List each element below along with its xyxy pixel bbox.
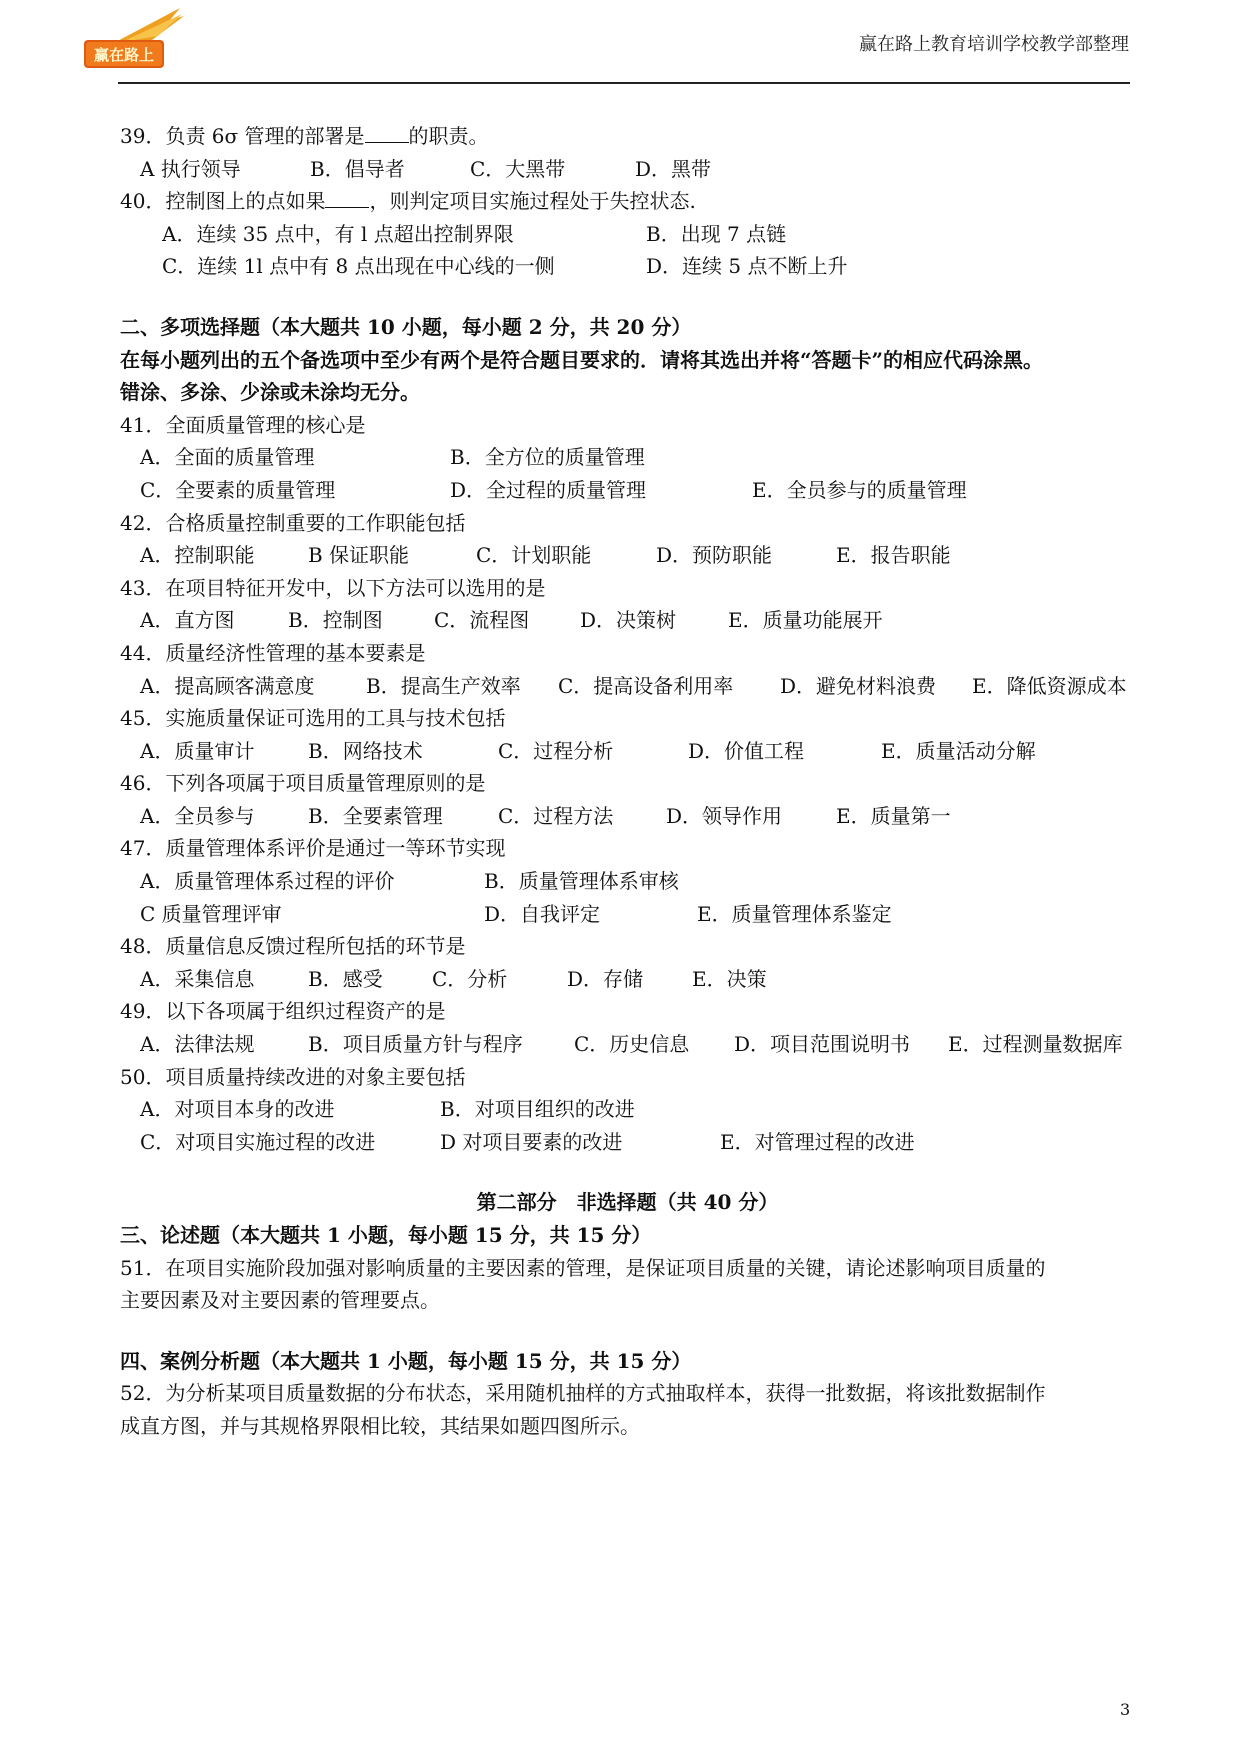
question-47-options-row1	[120, 865, 1135, 898]
option: C．连续 1l 点中有 8 点出现在中心线的一侧	[162, 254, 555, 279]
question-48-options	[120, 963, 1135, 996]
option: B．对项目组织的改进	[440, 1097, 635, 1122]
option: E．质量活动分解	[881, 738, 1036, 763]
question-44-options	[120, 670, 1135, 703]
option: C．对项目实施过程的改进	[140, 1129, 376, 1154]
option: C．提高设备利用率	[558, 673, 734, 698]
option: A．质量管理体系过程的评价	[140, 869, 395, 894]
question-39	[120, 120, 1135, 153]
option: D．价值工程	[688, 738, 805, 763]
question-42-options	[120, 539, 1135, 572]
question-43: 43．在项目特征开发中，以下方法可以选用的是	[120, 575, 546, 600]
question-39-stem-a: 39．负责 6σ 管理的部署是	[120, 124, 365, 148]
section-2-instructions-cont: 错涂、多涂、少涂或未涂均无分。	[120, 380, 420, 405]
option: B．倡导者	[310, 156, 405, 181]
option: A．法律法规	[140, 1032, 255, 1057]
option: C 质量管理评审	[140, 901, 282, 926]
option: E．质量管理体系鉴定	[697, 901, 892, 926]
option: D 对项目要素的改进	[440, 1129, 623, 1154]
question-44: 44．质量经济性管理的基本要素是	[120, 640, 426, 665]
option: A．对项目本身的改进	[140, 1097, 335, 1122]
question-43-options	[120, 604, 1135, 637]
option: A．直方图	[140, 608, 235, 633]
question-47: 47．质量管理体系评价是通过一等环节实现	[120, 836, 506, 861]
option: E．决策	[692, 966, 767, 991]
option: D．决策树	[580, 608, 677, 633]
section-2-instructions: 在每小题列出的五个备选项中至少有两个是符合题目要求的．请将其选出并将“答题卡”的相应代码涂黑。	[120, 347, 1044, 372]
option: C．分析	[432, 966, 508, 991]
option: E．质量第一	[836, 803, 951, 828]
option: C．计划职能	[476, 543, 592, 568]
option: A．全面的质量管理	[140, 445, 315, 470]
question-49: 49．以下各项属于组织过程资产的是	[120, 999, 446, 1024]
option: A．质量审计	[140, 738, 255, 763]
question-46: 46．下列各项属于项目质量管理原则的是	[120, 771, 486, 796]
option: A．提高顾客满意度	[140, 673, 315, 698]
question-52-line-1: 52．为分析某项目质量数据的分布状态，采用随机抽样的方式抽取样本，获得一批数据，将该批数据制作	[120, 1381, 1046, 1406]
option: D．领导作用	[666, 803, 783, 828]
option: C．过程分析	[498, 738, 614, 763]
option: C．历史信息	[574, 1032, 690, 1057]
option: D．预防职能	[656, 543, 773, 568]
option: C．大黑带	[470, 156, 566, 181]
option: B．提高生产效率	[366, 673, 521, 698]
part-2-title: 第二部分 非选择题（共 40 分）	[476, 1190, 779, 1215]
option: E．质量功能展开	[728, 608, 883, 633]
question-45: 45．实施质量保证可选用的工具与技术包括	[120, 706, 506, 731]
question-50-options-row1	[120, 1093, 1135, 1126]
page-number: 3	[1120, 1700, 1131, 1719]
question-50-options-row2	[120, 1126, 1135, 1159]
answer-blank	[365, 122, 409, 143]
option: D．自我评定	[484, 901, 601, 926]
question-42: 42．合格质量控制重要的工作职能包括	[120, 510, 466, 535]
question-50: 50．项目质量持续改进的对象主要包括	[120, 1064, 466, 1089]
option: D．黑带	[635, 156, 712, 181]
section-4-title: 四、案例分析题（本大题共 1 小题，每小题 15 分，共 15 分）	[120, 1348, 692, 1373]
option: B 保证职能	[308, 543, 410, 568]
option: B．网络技术	[308, 738, 423, 763]
question-48: 48．质量信息反馈过程所包括的环节是	[120, 934, 466, 959]
question-51-line-1: 51．在项目实施阶段加强对影响质量的主要因素的管理，是保证项目质量的关键，请论述影响项目质量的	[120, 1255, 1046, 1280]
question-45-options	[120, 735, 1135, 768]
option: B．项目质量方针与程序	[308, 1032, 523, 1057]
option: C．流程图	[434, 608, 530, 633]
option: D．连续 5 点不断上升	[646, 254, 848, 279]
header-divider	[118, 82, 1130, 84]
question-41-options-row1	[120, 441, 1135, 474]
option: D．避免材料浪费	[780, 673, 937, 698]
question-40-options-row1	[120, 218, 1135, 251]
option: A．连续 35 点中，有 l 点超出控制界限	[162, 221, 514, 246]
option: B．感受	[308, 966, 383, 991]
header-org: 赢在路上教育培训学校教学部整理	[859, 34, 1129, 55]
question-40-stem-b: ，则判定项目实施过程处于失控状态.	[369, 189, 696, 214]
question-39-options	[120, 153, 1135, 186]
question-51-line-2: 主要因素及对主要因素的管理要点。	[120, 1288, 440, 1313]
logo-badge	[82, 6, 187, 72]
option: E．对管理过程的改进	[720, 1129, 915, 1154]
option: A．全员参与	[140, 803, 255, 828]
option: B．质量管理体系审核	[484, 869, 679, 894]
exam-content	[120, 120, 1135, 1443]
logo-text: 赢在路上	[93, 46, 155, 64]
question-52-line-2: 成直方图，并与其规格界限相比较，其结果如题四图所示。	[120, 1413, 640, 1438]
option: C．过程方法	[498, 803, 614, 828]
section-2-title: 二、多项选择题（本大题共 10 小题，每小题 2 分，共 20 分）	[120, 314, 692, 339]
option: A 执行领导	[140, 156, 241, 181]
question-40	[120, 185, 1135, 218]
option: B．全要素管理	[308, 803, 443, 828]
option: D．存储	[567, 966, 644, 991]
option: E．过程测量数据库	[948, 1032, 1123, 1057]
question-46-options	[120, 800, 1135, 833]
question-39-stem-b: 的职责。	[408, 124, 489, 148]
option: A．采集信息	[140, 966, 255, 991]
question-41: 41．全面质量管理的核心是	[120, 412, 366, 437]
option: A．控制职能	[140, 543, 255, 568]
question-47-options-row2	[120, 898, 1135, 931]
answer-blank	[325, 187, 369, 208]
option: B．全方位的质量管理	[450, 445, 645, 470]
option: B．出现 7 点链	[646, 221, 787, 246]
option: D．项目范围说明书	[734, 1032, 911, 1057]
option: B．控制图	[288, 608, 383, 633]
option: E．报告职能	[836, 543, 951, 568]
option: E．降低资源成本	[972, 673, 1127, 698]
question-40-stem-a: 40．控制图上的点如果	[120, 189, 326, 214]
option: D．全过程的质量管理	[450, 477, 647, 502]
question-40-options-row2	[120, 250, 1135, 283]
question-41-options-row2	[120, 474, 1135, 507]
question-49-options	[120, 1028, 1135, 1061]
option: E．全员参与的质量管理	[752, 477, 967, 502]
option: C．全要素的质量管理	[140, 477, 336, 502]
section-3-title: 三、论述题（本大题共 1 小题，每小题 15 分，共 15 分）	[120, 1223, 652, 1247]
